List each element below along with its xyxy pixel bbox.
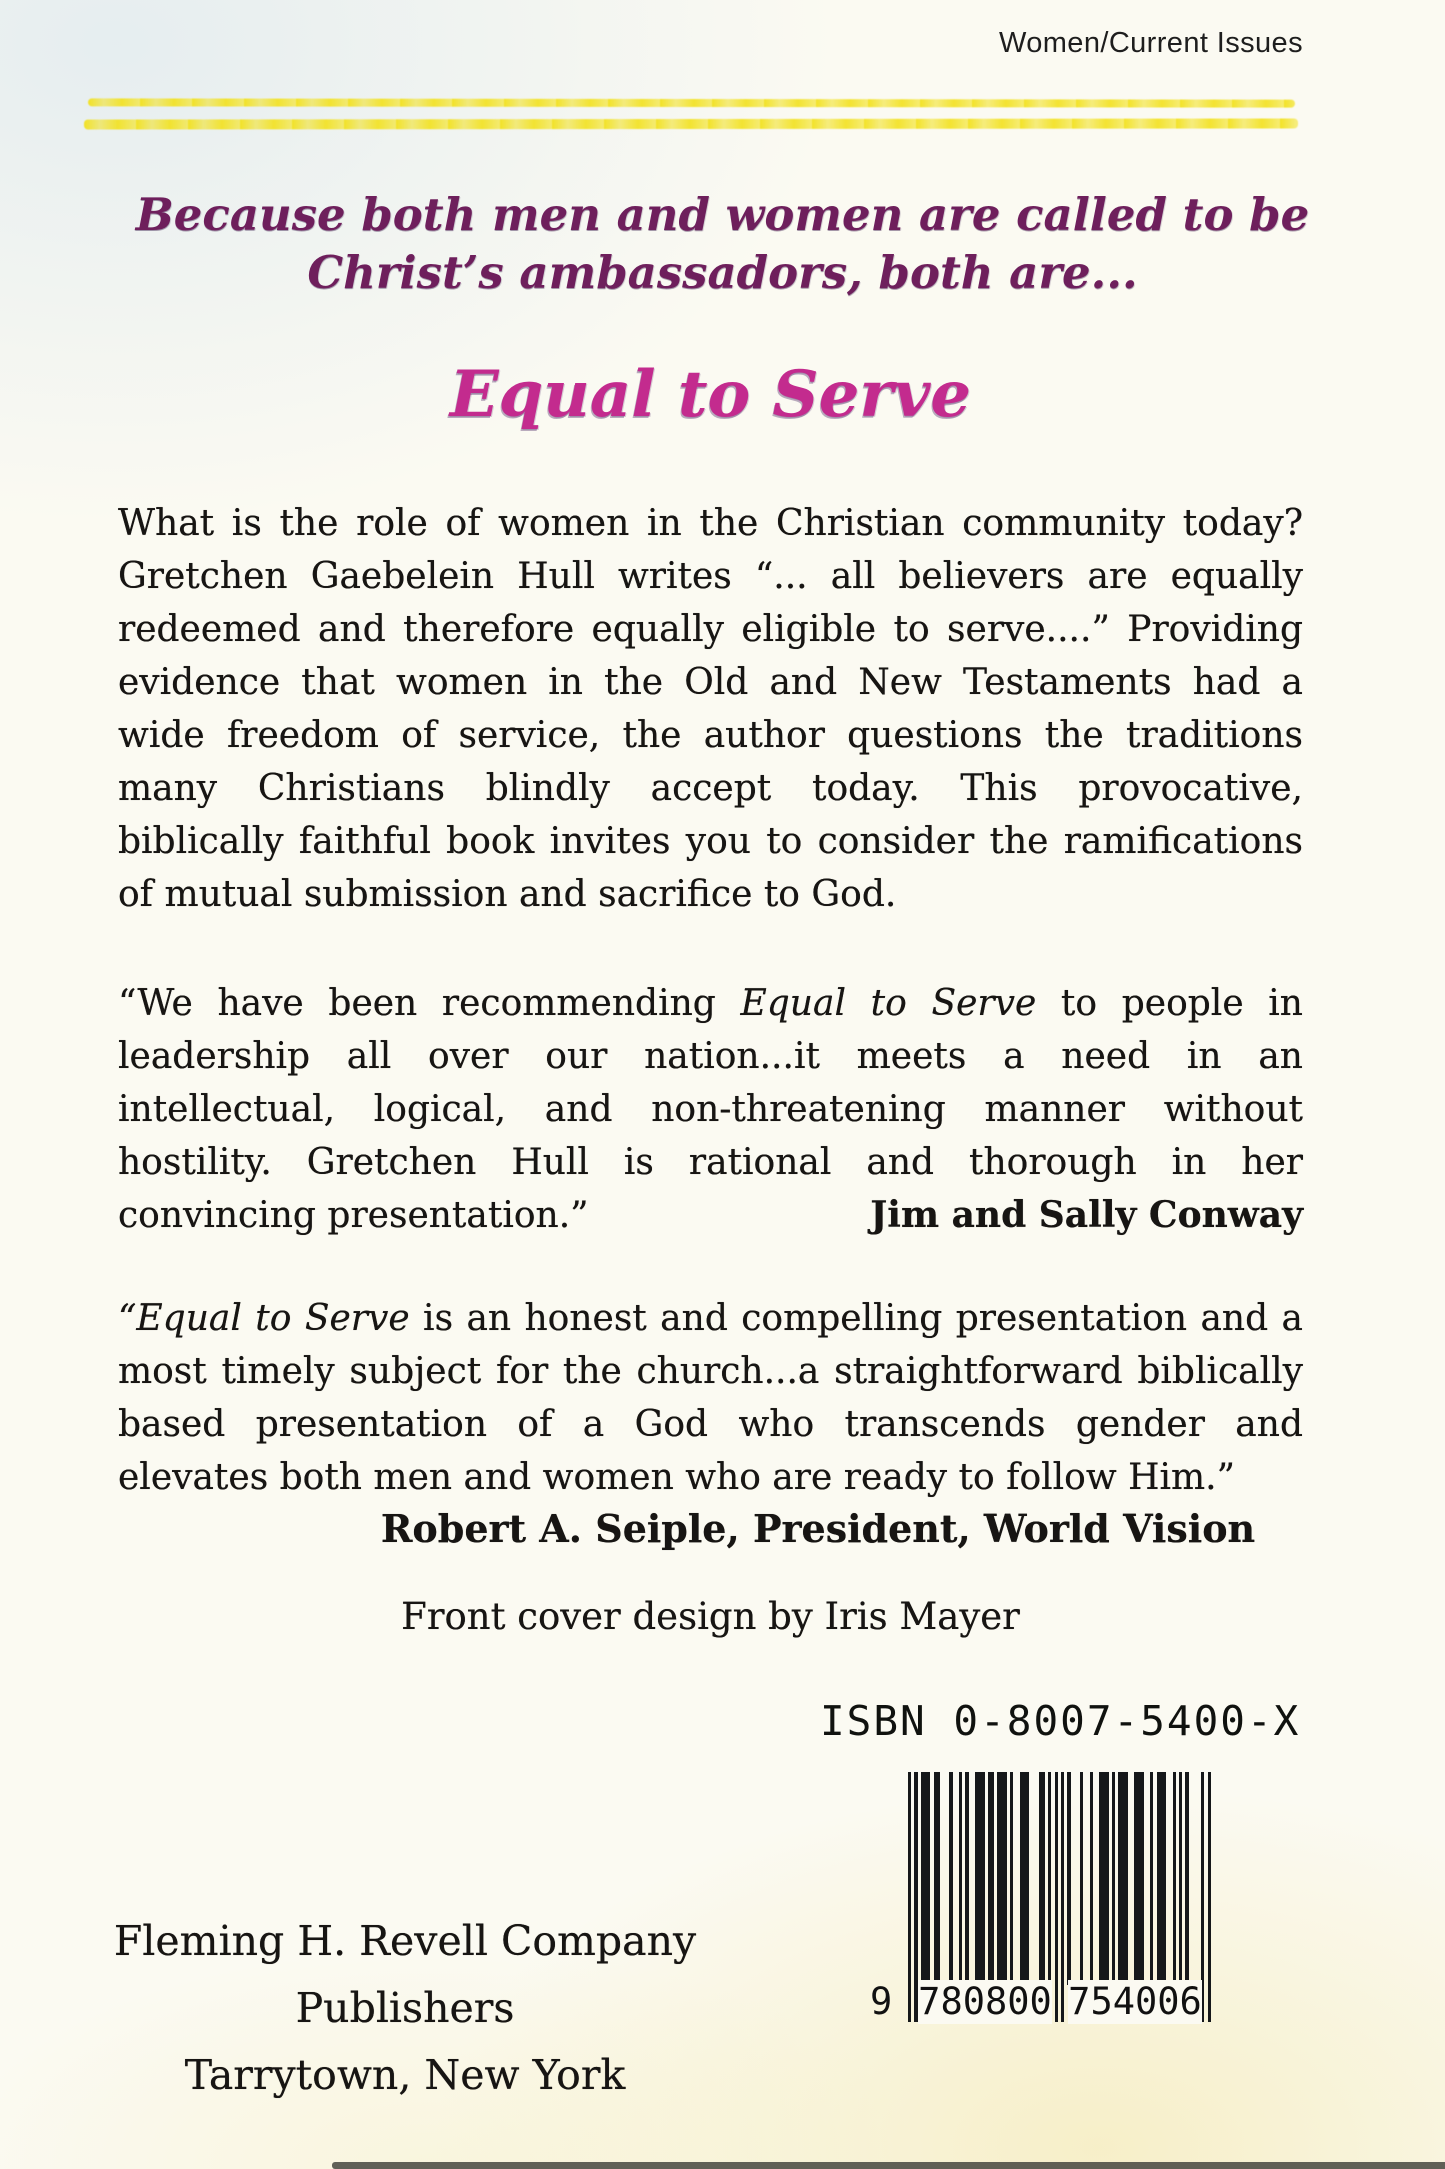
endorsement-1-attribution: Jim and Sally Conway [870,1194,1303,1236]
tagline-line-2: Christ’s ambassadors, both are... [307,246,1138,299]
barcode-digits-left: 780800 [918,1980,1052,2023]
endorsement-1-book-title: Equal to Serve [740,983,1037,1024]
cover-design-credit: Front cover design by Iris Mayer [401,1595,1020,1638]
isbn-label: ISBN 0-8007-5400-X [820,1697,1301,1745]
endorsement-2-lead: “Equal to Serve [118,1298,410,1339]
endorsement-2-attribution: Robert A. Seiple, President, World Vision [380,1506,1256,1551]
barcode-digits-right: 754006 [1068,1980,1202,2023]
highlighter-line-top [88,98,1295,107]
synopsis-paragraph: What is the role of women in the Christian community today? Gretchen Gaebelein Hull writes “... all believers are equally redeemed and therefore equally eligible to serve....” Providing evidence that women in the Old and New Testaments had a wide freedom of service, the author questions the traditions many Christians blindly accept today. This provocative, biblically faithful book invites you to consider the ramifications of mutual submission and sacrifice to God. [118,503,1303,915]
category-label: Women/Current Issues [998,27,1303,59]
endorsement-1-pre: “We have been recommending [118,983,741,1024]
endorsement-2-rest: is an honest and compelling presentation and a most timely subject for the church...a straightforward biblically based presentation of a God who transcends gender and elevates both men and women who are ready to follow Him.” [118,1298,1303,1498]
highlighter-line-bottom [84,118,1298,129]
endorsement-1-post: to people in leadership all over our nation...it meets a need in an intellectual, logical, and non-threatening manner without hostility. Gretchen Hull is rational and thorough in her convincing presentation.” [118,983,1303,1236]
publisher-role: Publishers [295,1984,515,2032]
publisher-block [95,1908,715,2109]
book-title: Equal to Serve [449,357,972,432]
bottom-edge-shadow [332,2162,1445,2169]
publisher-name: Fleming H. Revell Company [113,1917,697,1965]
barcode [870,1772,1212,2024]
publisher-location: Tarrytown, New York [184,2051,626,2099]
barcode-bar [1208,1772,1211,2022]
endorsement-1 [118,977,1303,1242]
tagline [80,186,1365,302]
endorsement-2 [118,1292,1303,1504]
tagline-line-1: Because both men and women are called to be [135,188,1310,241]
barcode-digit-leading: 9 [870,1980,893,2023]
